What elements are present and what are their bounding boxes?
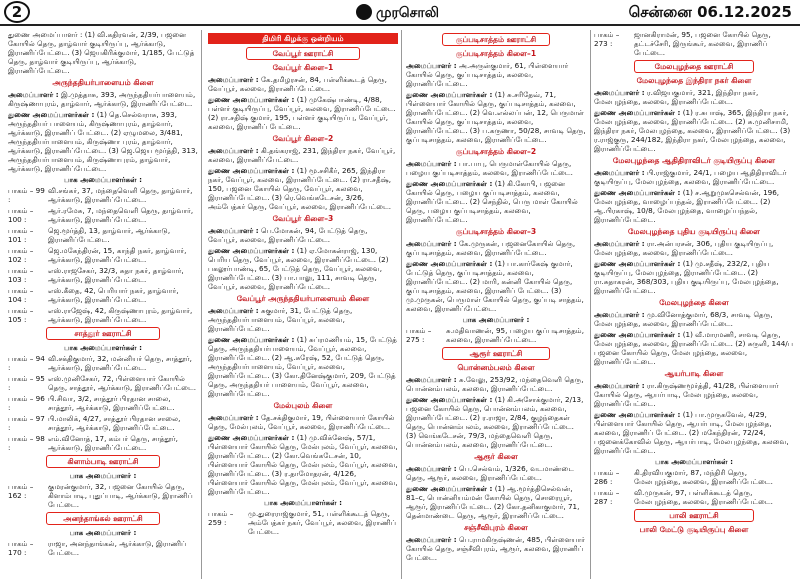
label: துணை அமைப்பாளர்கள் :: [406, 259, 493, 268]
item-text: ஆர்.ரமேசு, 7, மந்தைவெளி தெரு, தாழ்வார், ஆர்க்காடு, இராணிப்பேட்டை.: [48, 206, 194, 224]
section-heading: ஆரூர் கிளை: [474, 452, 518, 461]
page-number: 2: [4, 1, 30, 23]
paragraph: [406, 179, 586, 224]
item-label: பாகம் – 96 :: [8, 394, 45, 412]
item-text: மு.துரைராஜ்குமார், 51, பள்ளிக்கூடத் தெரு, அம்பேத்கர் நகர், வேப்பூர், கலவை, இராணிப் பேட்டை.: [248, 509, 397, 536]
label: அமைப்பாளர் :: [406, 464, 457, 473]
paragraph: [8, 90, 198, 108]
list-item: [8, 286, 198, 304]
label: துணை அமைப்பாளர்கள் :: [594, 330, 681, 339]
label: துணை அமைப்பாளர்கள் :: [8, 110, 95, 119]
text: (1) பா.முருகவேல், 4/29, பிள்ளையார் கோயில் தெரு, ஆயர்பாடி, மேலபுழந்தை, கலவை, இராணிப் பேட்டை. (2) மகேந்திரன், 72/24, பஜனைக்கோவில் தெரு, ஆயர்பாடி, மேலபுழந்தை, கலவை, இராணிப்பேட்டை.: [594, 410, 789, 455]
text: (1) கி.அசோக்குமார், 2/13, பஜனை கோயில் தெரு, பொன்னம்பலம், கலவை, இராணிப்பேட்டை. (2) ர.ராஜா, 2/84, குழந்தைகள் தெரு, பொன்னம்பலம், கலவை, இராணிப்பேட்டை. (3) வெங்கடேசன், 79/3, மந்தைவெளி தெரு, பொன்னம்பலம், கலவை, இராணிப்பேட்டை.: [406, 395, 584, 449]
list-item: [8, 354, 198, 372]
text: (1) மூ.சசிகீர், 265, இந்திரா நகர், வேப்பூர், கலவை, இராணிப்பேட்டை. (2) ரா.சதீஷ், 150, பஜனை கோயில் தெரு, வேப்பூர், கலவை, இராணிப்பேட்டை. (3) ரெ.வெங்கடேசன், 3/26, அம்பேத்கர் தெரு, வேப்பூர், கலவை, இராணிப்பேட்டை.: [208, 166, 392, 211]
text: ர.விஜயகுமார், 321, இந்திரா நகர், மேலபுழந்தை, கலவை, இராணிப்பேட்டை.: [594, 88, 759, 106]
paragraph: [8, 110, 198, 173]
text: தே.சக்திகுமார், 19, பிள்ளையார் கோயில் தெரு, மேல்புலம், வேப்பூர், கலவை, இராணிப்பேட்டை.: [208, 413, 395, 431]
label: துணை அமைப்பாளர்கள் :: [594, 188, 681, 197]
date: 06.12.2025: [697, 3, 792, 21]
paragraph: [406, 61, 586, 88]
item-text: சு.மதிவாணன், 95, பழைய குப்படிசாத்தம், கலவை, இராணிப்பேட்டை.: [446, 326, 584, 344]
label: துணை அமைப்பாளர்கள் :: [406, 179, 493, 188]
paragraph: [208, 413, 398, 431]
section-heading: வேப்பூர் கிளை–1: [272, 63, 334, 72]
label: துணை அமைப்பாளர்கள் :: [208, 246, 295, 255]
label: துணை அமைப்பாளர்கள் :: [594, 108, 681, 117]
item-text: குமரன்குமார், 32, பஜனை கோயில் தெரு, கிளாம்பாடி, புதுப்பாடி, ஆர்க்காடு, இராணிப் பேட்டை.: [48, 482, 193, 509]
section-banner: ஆரூர் ஊராட்சி: [442, 347, 550, 360]
item-label: பாகம் – 103 :: [8, 266, 34, 284]
item-label: பாகம் – 104 :: [8, 286, 34, 304]
paragraph: [406, 464, 586, 482]
paragraph: [594, 310, 794, 328]
paragraph: [594, 108, 794, 153]
item-label: பாகம் – 95 :: [8, 374, 45, 392]
label: துணை அமைப்பாளர்கள் :: [594, 410, 681, 419]
paragraph: [594, 330, 794, 366]
item-text: வி.சக்திகுமார், 32, மன்னியர் தெரு, சாத்தூர், ஆர்க்காடு, இராணிப்பேட்டை.: [48, 354, 192, 372]
item-text: எஸ்.கீதை, 42, பெரியார் நகர், தாழ்வார், ஆர்க்காடு, இராணிப்பேட்டை.: [48, 286, 179, 304]
publication-name: முரசொலி: [376, 5, 439, 21]
paragraph: [406, 90, 586, 144]
section-heading: பாலி மேட்டு குடியிருப்பு கிளை: [639, 525, 749, 534]
paragraph: [406, 159, 586, 177]
text: (1) வீ.மாரமணி, சாவடி தெரு, மேலபுழந்தை, கலவை, இராணிப்பேட்டை. (2) சுருளி, 144/ப பஜனை கோயில் தெரு, மேலபுழந்தை, கலவை, இராணிப்பேட்டை.: [594, 330, 794, 366]
item-text: வி.சங்கர், 37, மந்தைவெளி தெரு, தாழ்வார், ஆர்க்காடு, இராணிப்பேட்டை.: [48, 186, 193, 204]
item-text: ஜெ.மகேந்திரன், 15, காந்தி நகர், தாழ்வார், ஆர்க்காடு, இராணிப்பேட்டை.: [48, 246, 187, 264]
text: (1) தெ.செல்வராசு, 393, அருந்ததியர் பாளையம், கிருஷ்ணாபுரம், தாழ்வார், ஆர்க்காடு, இராணிப் பேட்டை. (2) ஏழுமலை, 3/481, அருந்ததியர்பாளையம், கிருஷ்ணா புரம், தாழ்வார், ஆர்க்காடு, இராணிப்பேட்டை. (3) ஜெ.ஜெய மூர்த்தி, 313, அருந்ததியர்பாளையம், கிருஷ்ணாபுரம், தாழ்வார், ஆர்க்காடு, இராணிப்பேட்டை.: [8, 110, 198, 173]
item-label: பாகம் – 275 :: [406, 326, 432, 344]
paragraph: [406, 535, 586, 562]
section-heading: அருந்ததியர்பாளையம் கிளை: [52, 78, 154, 87]
text: (1) சுப்ரமணியம், 15, பேட்டுத் தெரு, அருந்ததியர்பாளையம், வேப்பூர், கலவை, இராணிப்பேட்டை. (2) ஆ.சுரேஷ், 52, பேட்டுத் தெரு, அருந்ததியர்பாளையம், வேப்பூர், கலவை, இராணிப்பேட்டை. (3) கோ.தினேஷ்குமார், 209, பேட்டுத் தெரு, அருந்ததியர் பாளையம், வேப்பூர், கலவை, இராணிப்பேட்டை.: [208, 335, 397, 398]
section-heading: குப்படிசாத்தம் கிளை–1: [455, 49, 537, 58]
label: அமைப்பாளர் :: [406, 239, 457, 248]
subheading: பாக அமைப்பாளர்கள் :: [655, 457, 733, 466]
section-banner: மேலபுழந்தை ஊராட்சி: [634, 60, 754, 73]
paragraph: [208, 226, 398, 244]
text: (1) கி.கோபி, பஜனை கோயில் தெரு, பழைய குப்படிசாத்தம், கலவை, இராணிப்பேட்டை. (2) செந்தில், பெரு மாள் கோயில் தெரு, பழைய குப்படிசாத்தம், கலவை, இராணிப்பேட்டை.: [406, 179, 578, 224]
item-label: பாகம் – 100 :: [8, 206, 34, 224]
paragraph: [208, 166, 398, 211]
label: அமைப்பாளர் :: [208, 306, 259, 315]
label: அமைப்பாளர் :: [8, 90, 59, 99]
paragraph: [594, 381, 794, 408]
list-item: [594, 468, 794, 486]
paragraph: [208, 433, 398, 496]
paragraph: [208, 95, 398, 131]
section-heading: மேல்புலம் கிளை: [273, 401, 333, 410]
section-heading: குப்படிசாத்தம் கிளை–2: [455, 147, 537, 156]
subheading: பாக அமைப்பாளர்கள் :: [264, 498, 342, 507]
text: கே.முருகன், பஜனைகோயில் தெரு, குப்படிசாத்தம், கலவை, இராணிப்பேட்டை.: [406, 239, 576, 257]
section-banner: சாத்தூர் ஊராட்சி: [46, 327, 160, 340]
item-text: எம்.வினோத், 17, கம்பர் தெரு, சாத்தூர், ஆர்க்காடு, இராணிப்பேட்டை.: [48, 434, 178, 452]
text: (1) சு.சரிதேவ், 71, பிள்ளையார் கோயில் தெரு, குப்படிசாத்தம், கலவை, இராணிப்பேட்டை. (2) வெ.எல்லப்பன், 12, பெருமாள் கோயில் தெரு, குப்படிசாத்தம், கலவை, இராணிப்பேட்டை. (3) ப.கருணா, 50/28, சாவடி தெரு, குப்படிசாத்தம், கலவை, இராணிப்பேட்டை.: [406, 90, 586, 144]
list-item: [594, 488, 794, 506]
column-rule: [401, 30, 402, 579]
paragraph: [406, 375, 586, 393]
list-item: [8, 226, 198, 244]
subheading: பாக அமைப்பாளர்கள் :: [64, 175, 142, 184]
section-banner: அனந்தாங்கல் ஊராட்சி: [46, 512, 160, 525]
item-label: பாகம் – 162 :: [8, 482, 34, 500]
label: அமைப்பாளர் :: [406, 159, 457, 168]
paragraph: [208, 146, 398, 164]
paragraph: [406, 259, 586, 313]
text: (1) பா.கார்கேஷ் குமார், பேட்டுத் தெரு, குப்படிசாத்தம், கலவை, இராணிப்பேட்டை. (2) மாரி, கன்னி கோயில் தெரு, குப்படிசாத்தம், கலவை, இராணிப் பேட்டை. (3) மு.முருகன், பெருமாள் கோயில் தெரு, குப்படி சாத்தம், கலவை, இராணிப்பேட்டை.: [406, 259, 584, 313]
logo-icon: [356, 4, 372, 20]
label: அமைப்பாளர் :: [406, 535, 457, 544]
section-heading: மேலபுழந்தை இந்திரா நகர் கிளை: [636, 76, 752, 85]
item-label: பாகம் – 170 :: [8, 539, 34, 557]
item-text: எஸ்.ராஜசேகர், 32/3, சுதா நகர், தாழ்வார், ஆர்க்காடு, இராணிப்பேட்டை.: [48, 266, 184, 284]
list-item: [8, 434, 198, 452]
label: துணை அமைப்பாளர்கள் :: [208, 166, 295, 175]
label: துணை அமைப்பாளர்கள் :: [406, 395, 493, 404]
masthead: [0, 0, 800, 26]
paragraph: [594, 188, 794, 224]
section-banner: பாலி ஊராட்சி: [634, 509, 754, 522]
section-heading: குப்படிசாத்தம் கிளை–3: [455, 227, 537, 236]
section-heading: மேலபுழந்தை கிளை: [659, 298, 729, 307]
text: (1) ஏ.மோகன்ராஜ், 130, பெரிய தெரு, வேப்பூர், கலவை, இராணிப்பேட்டை. (2) பகலூர்பாண்டி, 65, பேட்டுத் தெரு, வேப்பூர், கலவை, இராணிப்பேட்டை. (3) பா.பாலு, 111, சாவடி தெரு, வேப்பூர், கலவை, இராணிப்பேட்டை.: [208, 246, 389, 291]
item-text: வி.முருகன், 97, பள்ளிக்கூடத் தெரு, மேலபுழந்தை, கலவை, இராணிப்பேட்டை.: [634, 488, 773, 506]
list-item: [8, 266, 198, 284]
list-item: [8, 374, 198, 392]
label: அமைப்பாளர் :: [594, 381, 645, 390]
paragraph: [594, 168, 794, 186]
item-text: கி.திரவியகுமார், 87, மந்திரி தெரு, மேலபுழந்தை, கலவை, இராணிப்பேட்டை.: [634, 468, 773, 486]
text: பெ.செல்வம், 1/326, வடமாண்டை தெரு, ஆரூர், கலவை, இராணிப்பேட்டை.: [406, 464, 575, 482]
item-text: எஸ்.ராஜேஷ், 42, கிருஷ்ணாபுரம், தாழ்வார், ஆர்க்காடு, இராணிப்பேட்டை.: [48, 306, 193, 324]
item-text: பி.சிவா, 3/2, சாத்தூர் பிரதான சாலை, சாத்தூர், ஆர்க்காடு, இராணிப்பேட்டை.: [48, 394, 175, 412]
list-item: [208, 509, 398, 536]
item-label: பாகம் – 287 :: [594, 488, 620, 506]
text: (1) மு.சதீஷ், 232/2, புதிய குடியிருப்பு, மேலபுழந்தை, இராணிப்பேட்டை. (2) ரா.சுதாகரன், 368/303, புதிய குடியிருப்பு, மேலபுழந்தை, இராணிப்பேட்டை.: [594, 259, 779, 295]
column-3: [406, 30, 586, 579]
label: துணை அமைப்பாளர்கள் :: [594, 259, 681, 268]
section-banner: குப்படிசாத்தம் ஊராட்சி: [442, 33, 550, 46]
text: பெ.மோகன், 94, பேட்டுத் தெரு, வேப்பூர், கலவை, இராணிப்பேட்டை.: [208, 226, 368, 244]
text: (1) ச.ஆறுமுகசெல்வன், 196, மேலபுழந்தை, வாழைப்பந்தல், இராணிப்பேட்டை. (2) ஆ.பிரகாஷ், 10/8, மேலபுழந்தை, வாழைப்பந்தல், இராணிப்பேட்டை.: [594, 188, 780, 224]
label: துணை அமைப்பாளர்கள் :: [208, 433, 295, 442]
label: அமைப்பாளர் :: [594, 239, 645, 248]
paragraph: [406, 239, 586, 257]
text: (1) ர.சுபாஷ், 365, இந்திரா நகர், மேலபுழந்தை, கலவை, இராணிப்பேட்டை. (2) சு.முனிசாமி, இந்திரா நகர், மேலபுழந்தை, கலவை, இராணிப்பேட்டை. (3) ர.ராஜ்குரு, 244/182, இந்திரா நகர், மேலபுழந்தை, கலவை, இராணிப்பேட்டை.: [594, 108, 791, 153]
item-label: பாகம் – 259 :: [208, 509, 234, 527]
label: துணை அமைப்பாளர்கள் :: [406, 484, 493, 493]
list-item: [8, 482, 198, 509]
text: இ.முத்தாசு, 393, அருந்ததியர்பாளையம், கிருஷ்ணாபுரம், தாழ்வார், ஆர்க்காடு, இராணிப்பேட்டை.: [8, 90, 196, 108]
text: ரா.கிருஷ்ணமூர்த்தி, 41/28, பிள்ளையார் கோயில் தெரு, ஆயர்பாடி, மேலபுழந்தை, கலவை, இராணிப்பேட்டை.: [594, 381, 779, 408]
list-item: [8, 539, 198, 557]
paragraph: [594, 239, 794, 257]
column-2: [208, 30, 398, 579]
paragraph: [594, 259, 794, 295]
list-item: [8, 394, 198, 412]
list-item: [594, 30, 794, 57]
item-text: ஜெ.மூர்த்தி, 13, தாழ்வார், ஆர்க்காடு, இராணிப்பேட்டை.: [48, 226, 171, 244]
section-heading: சஞ்சீவிபுரம் கிளை: [464, 523, 528, 532]
paragraph: துணை அமைப்பாளர் : (1) வி.கதிரவன், 2/39, பஜனை கோயில் தெரு, தாழ்வார் குடியிருப்பு, ஆர்க்காடு, இராணிப்பேட்டை. (3) ஜெயகிரிக்குமார், 1/185, பேட்டுத் தெரு, தாழ்வார் குடியிருப்பு, ஆர்க்காடு, இராணிப்பேட்டை.: [8, 30, 195, 75]
list-item: [8, 414, 198, 432]
union-banner: திமிரி கிழக்கு ஒன்றியம்: [208, 33, 398, 44]
label: அமைப்பாளர் :: [406, 375, 457, 384]
item-label: பாகம் – 98 :: [8, 434, 45, 452]
publication-title: [356, 4, 439, 23]
label: அமைப்பாளர் :: [208, 75, 259, 84]
list-item: [8, 186, 198, 204]
list-item: [8, 246, 198, 264]
section-heading: வேப்பூர் அருந்ததியர்பாளையம் கிளை: [236, 294, 370, 303]
column-1: [8, 30, 198, 579]
text: பெ.ராமகிருஷ்ணன், 485, பிள்ளையார் கோயில் தெரு, சஞ்சீவிபுரம், ஆரூர், கலவை, இராணிப் பேட்டை.: [406, 535, 586, 562]
label: அமைப்பாளர் :: [594, 88, 645, 97]
text: (1) ஆ.மூர்த்திசெல்வன், 81–c, பொன்னியம்மன் கோயில் தெரு, சொரையூர், ஆரூர், இராணிப்பேட்டை. (2) கோ.தனிகாகுமார், 71, தென்மாண்டை தெரு, ஆரூர், இராணிப்பேட்டை.: [406, 484, 580, 520]
section-heading: மேலபுழந்தை ஆதிதிராவிடர் குடியிருப்பு கிளை: [612, 156, 776, 165]
label: அமைப்பாளர் :: [594, 310, 645, 319]
label: அமைப்பாளர் :: [406, 61, 457, 70]
label: துணை அமைப்பாளர்கள் :: [208, 95, 295, 104]
dateline: [629, 3, 792, 23]
label: துணை அமைப்பாளர்கள் :: [406, 90, 493, 99]
paragraph: [208, 75, 398, 93]
text: (1) முகேஷ்பாண்டி, 4/88, பள்ளர் குடியிருப்பு, வேப்பூர், கலவை, இராணிப்பேட்டை. (2) ரா.சதிஷ் குமார், 195, பள்ளர் குடியிருப்பு, வேப்பூர், கலவை, இராணிப் பேட்டை.: [208, 95, 396, 131]
paragraph: [594, 88, 794, 106]
paragraph: [406, 395, 586, 449]
column-4: [594, 30, 794, 579]
item-label: பாகம் – 102 :: [8, 246, 34, 264]
section-heading: வேப்பூர் கிளை–2: [272, 134, 334, 143]
text: கே.தமிழரசன், 84, பள்ளிக்கூடத் தெரு, வேப்பூர், கலவை, இராணிப்பேட்டை.: [208, 75, 387, 93]
text: பி.ராஜ்குமார், 24/1, பழைய ஆதிதிராவிடர் குடியிருப்பு, மேலபுழந்தை, கலவை, இராணிப்பேட்டை.: [594, 168, 787, 186]
subheading: பாக அமைப்பாளர் :: [69, 528, 137, 537]
subheading: பாக அமைப்பாளர் :: [69, 471, 137, 480]
item-label: பாகம் – 286 :: [594, 468, 620, 486]
item-label: பாகம் – 94 :: [8, 354, 45, 372]
label: அமைப்பாளர் :: [594, 168, 645, 177]
section-heading: வேப்பூர் கிளை–3: [272, 214, 334, 223]
item-label: பாகம் – 101 :: [8, 226, 34, 244]
text: சுகுமார், 31, பேட்டுத் தெரு, அருந்ததியர்பாளையம், வேப்பூர், கலவை, இராணிப்பேட்டை.: [208, 306, 353, 333]
list-item: [8, 206, 198, 224]
text: மு.வினோத்குமார், 68/3, சாவடி தெரு, மேலபுழந்தை, கலவை, இராணிப்பேட்டை.: [594, 310, 773, 328]
item-label: பாகம் – 105 :: [8, 306, 34, 324]
list-item: [8, 306, 198, 324]
item-text: பி.மாலிக், 4/27, சாத்தூர் பிரதான சாலை, சாத்தூர், ஆர்க்காடு, இராணிப்பேட்டை.: [48, 414, 181, 432]
label: அமைப்பாளர் :: [208, 413, 259, 422]
text: பா.பாபு, பெருமாள்கோயில் தெரு, பழைய குப்படிசாத்தம், கலவை, இராணிப்பேட்டை.: [406, 159, 573, 177]
list-item: [406, 326, 586, 344]
subheading: பாக அமைப்பாளர்கள் :: [64, 343, 142, 352]
text: (1) மு.விக்னேஷ், 57/1, பிள்ளையார் கோயில் தெரு, மேல்புலம், வேப்பூர், கலவை, இராணிப்பேட்டை. (2) கோ.வெங்கடேசன், 10, பிள்ளையார் கோயில் தெரு, மேல்புலம், வேப்பூர், கலவை, இராணிப்பேட்டை. (3) ர.தாமோதரன், 4/126, பிள்ளையார் கோயில் தெரு, மேல்புலம், வேப்பூர், கலவை, இராணிப்பேட்டை.: [208, 433, 398, 496]
column-rule: [590, 30, 591, 579]
section-banner: கிளாம்பாடி ஊராட்சி: [46, 455, 160, 468]
item-label: பாகம் – 273 :: [594, 30, 620, 48]
section-heading: ஆயர்பாடி கிளை: [664, 369, 724, 378]
column-rule: [201, 30, 202, 579]
paragraph: [208, 306, 398, 333]
section-banner: வேப்பூர் ஊராட்சி: [246, 47, 360, 60]
label: துணை அமைப்பாளர்கள் :: [208, 335, 295, 344]
section-heading: மேலபுழந்தை புதிய குடியிருப்பு கிளை: [627, 227, 761, 236]
label: அமைப்பாளர் :: [208, 226, 259, 235]
item-text: ராஜா, அனந்தாங்கல், ஆர்க்காடு, இராணிப் பேட்டை.: [48, 539, 187, 557]
item-label: பாகம் – 99 :: [8, 186, 45, 204]
text: கி.தங்கராஜ், 231, இந்திரா நகர், வேப்பூர், கலவை, இராணிப்பேட்டை.: [208, 146, 396, 164]
paragraph: [208, 335, 398, 398]
item-text: எஸ்.முனிசேகர், 72, பிள்ளையார் கோயில் தெரு, சாத்தூர், ஆர்க்காடு, இராணிப்பேட்டை.: [48, 374, 197, 392]
paragraph: [594, 410, 794, 455]
item-text: ஜானகிராமன், 95, பஜனை கோயில் தெரு, தட்டச்சேரி, இருங்கூர், கலவை, இராணிப் பேட்டை.: [634, 30, 771, 57]
city: சென்னை: [628, 3, 692, 21]
text: சு.வேலு, 253/92, மந்தைவெளி தெரு, பொன்னம்பலம், கலவை, இராணிப்பேட்டை.: [406, 375, 584, 393]
text: ரா.அன்பரசன், 306, புதிய குடியிருப்பு, மேலபுழந்தை, கலவை, இராணிப்பேட்டை.: [594, 239, 774, 257]
paragraph: [208, 246, 398, 291]
subheading: பாக அமைப்பாளர் :: [462, 315, 530, 324]
paragraph: [406, 484, 586, 520]
section-heading: பொன்னம்பலம் கிளை: [457, 363, 535, 372]
label: அமைப்பாளர் :: [208, 146, 259, 155]
text: அ.அருள்குமார், 61, பிள்ளையார் கோயில் தெரு, குப்படிசாத்தம், கலவை, இராணிப்பேட்டை.: [406, 61, 569, 88]
item-label: பாகம் – 97 :: [8, 414, 45, 432]
